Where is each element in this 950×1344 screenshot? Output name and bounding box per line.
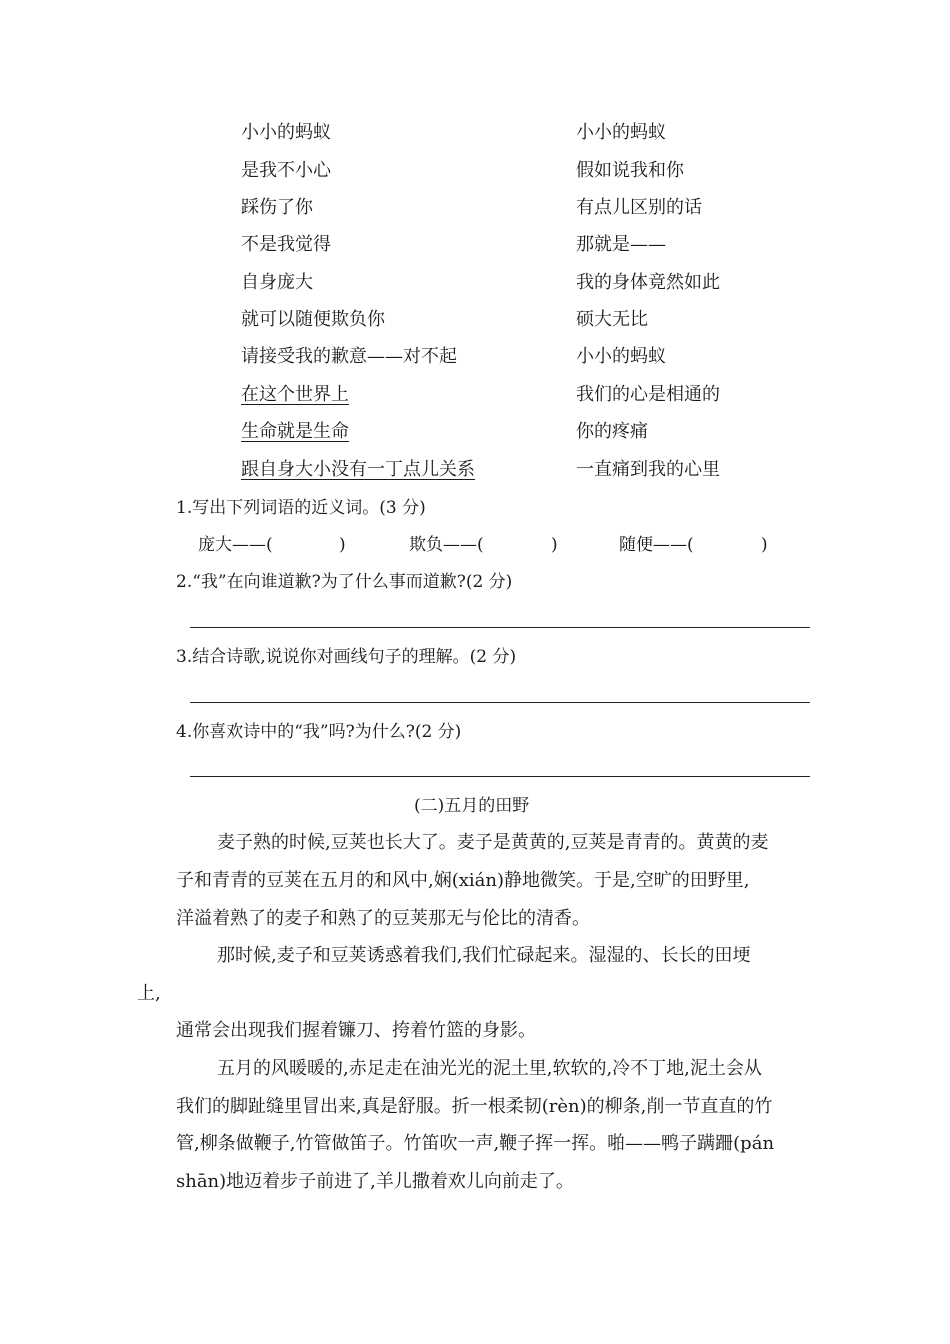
paragraph-line: shān)地迈着步子前进了,羊儿撒着欢儿向前走了。 <box>176 1171 574 1192</box>
paragraph-line: 麦子熟的时候,豆荚也长大了。麦子是黄黄的,豆荚是青青的。黄黄的麦 <box>217 832 769 853</box>
paragraph-line: 我们的脚趾缝里冒出来,真是舒服。折一根柔韧(rèn)的柳条,削一节直直的竹 <box>176 1096 773 1117</box>
poem-left-line: 踩伤了你 <box>241 197 313 218</box>
paragraph-line: 子和青青的豆荚在五月的和风中,娴(xián)静地微笑。于是,空旷的田野里, <box>176 870 750 891</box>
paragraph-line: 上, <box>137 983 161 1004</box>
paragraph-line: 那时候,麦子和豆荚诱惑着我们,我们忙碌起来。湿湿的、长长的田埂 <box>217 945 751 966</box>
question-1: 1.写出下列词语的近义词。(3 分) <box>176 498 426 518</box>
poem-right-line: 你的疼痛 <box>576 421 648 442</box>
poem-underlined-line: 生命就是生命 <box>241 421 349 442</box>
synonym-prompt: 庞大——( <box>198 535 273 555</box>
paragraph-line: 通常会出现我们握着镰刀、挎着竹篮的身影。 <box>176 1020 536 1041</box>
poem-left-line: 小小的蚂蚁 <box>241 122 331 143</box>
poem-left-line: 自身庞大 <box>241 272 313 293</box>
poem-underlined-line: 跟自身大小没有一丁点儿关系 <box>241 459 475 480</box>
poem-right-line: 那就是—— <box>576 234 666 255</box>
paragraph-line: 五月的风暖暖的,赤足走在油光光的泥土里,软软的,冷不丁地,泥土会从 <box>217 1058 762 1079</box>
poem-left-line: 请接受我的歉意——对不起 <box>241 346 457 367</box>
poem-left-line: 就可以随便欺负你 <box>241 309 385 330</box>
answer-line <box>190 776 810 777</box>
paragraph-line: 管,柳条做鞭子,竹管做笛子。竹笛吹一声,鞭子挥一挥。啪——鸭子蹒跚(pán <box>176 1133 775 1154</box>
question-4: 4.你喜欢诗中的“我”吗?为什么?(2 分) <box>176 722 462 742</box>
poem-right-line: 我们的心是相通的 <box>576 384 720 405</box>
poem-right-line: 硕大无比 <box>576 309 648 330</box>
poem-underlined-line: 在这个世界上 <box>241 384 349 405</box>
poem-right-line: 假如说我和你 <box>576 160 684 181</box>
paragraph-line: 洋溢着熟了的麦子和熟了的豆荚那无与伦比的清香。 <box>176 908 590 929</box>
synonym-blank-close: ) <box>339 535 346 555</box>
synonym-prompt: 欺负——( <box>409 535 484 555</box>
question-3: 3.结合诗歌,说说你对画线句子的理解。(2 分) <box>176 647 517 667</box>
poem-left-line: 是我不小心 <box>241 160 331 181</box>
answer-line <box>190 627 810 628</box>
synonym-prompt: 随便——( <box>619 535 694 555</box>
question-2: 2.“我”在向谁道歉?为了什么事而道歉?(2 分) <box>176 572 513 592</box>
poem-left-line: 不是我觉得 <box>241 234 331 255</box>
poem-right-line: 有点儿区别的话 <box>576 197 702 218</box>
poem-right-line: 一直痛到我的心里 <box>576 459 720 480</box>
poem-right-line: 小小的蚂蚁 <box>576 346 666 367</box>
poem-right-line: 我的身体竟然如此 <box>576 272 720 293</box>
synonym-blank-close: ) <box>761 535 768 555</box>
poem-right-line: 小小的蚂蚁 <box>576 122 666 143</box>
answer-line <box>190 702 810 703</box>
section-title: (二)五月的田野 <box>414 796 530 816</box>
synonym-blank-close: ) <box>551 535 558 555</box>
